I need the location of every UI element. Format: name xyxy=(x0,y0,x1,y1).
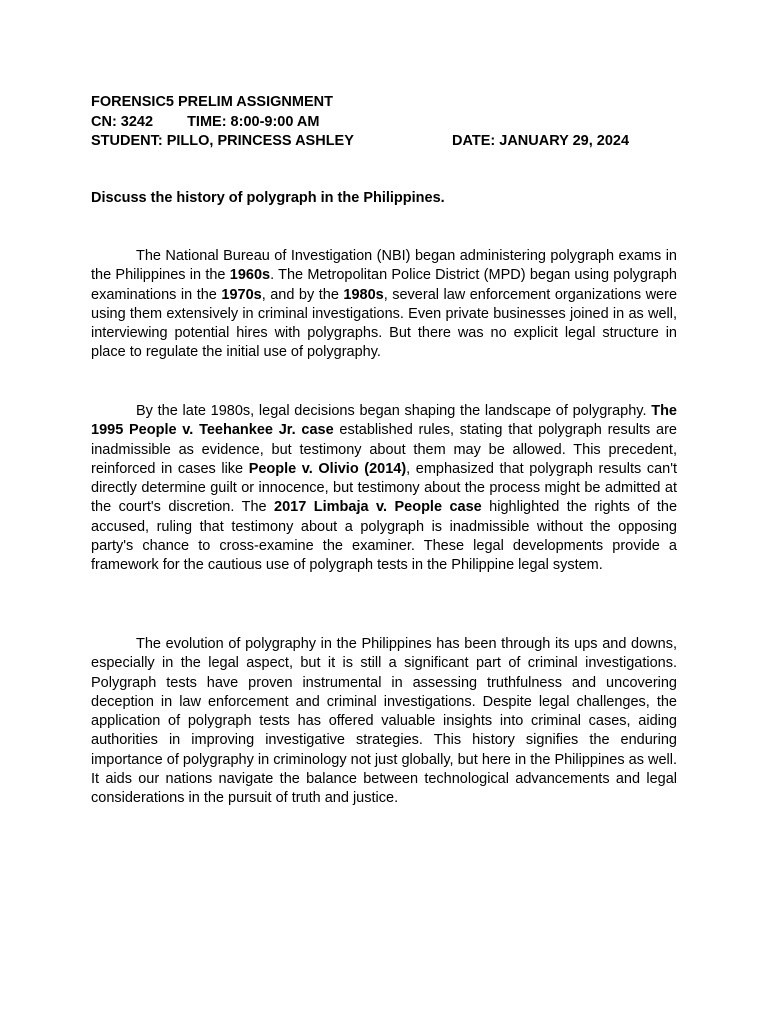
text-run: , several law enforcement organizations were using them extensively in criminal investigations. Even private businesses joined in as well, interviewing potential hires with polygraphs. But there was no explicit legal structure in place to regulate the initial use of polygraphy. xyxy=(91,286,678,361)
assignment-question: Discuss the history of polygraph in the Philippines. xyxy=(91,190,445,206)
assignment-header xyxy=(91,93,681,152)
text-run: By the late 1980s, legal decisions began shaping the landscape of polygraphy. xyxy=(136,403,652,419)
class-info-line xyxy=(91,113,681,133)
text-run: The evolution of polygraphy in the Philippines has been through its ups and downs, especially in the legal aspect, but it is still a significant part of criminal investigations. Polygraph tests have proven instrumental in assessing truthfulness and uncovering deception in law enforcement and criminal investigations. Despite legal challenges, the application of polygraph tests has offered valuable insights into criminal cases, aiding authorities in improving investigative strategies. This history signifies the enduring importance of polygraphy in criminology not just globally, but here in the Philippines as well. It aids our nations navigate the balance between technological advancements and legal considerations in the pursuit of truth and justice. xyxy=(91,636,677,807)
text-run: , emphasized that polygraph results can't directly determine guilt or innocence, but testimony about the process might be admitted at the court's discretion. The xyxy=(91,460,677,516)
bold-text-run: People v. Olivio (2014) xyxy=(248,460,407,477)
text-run: established rules, stating that polygraph results are inadmissible as evidence, but testimony about them may be allowed. This precedent, reinforced in cases like xyxy=(91,422,677,477)
student-name: STUDENT: PILLO, PRINCESS ASHLEY xyxy=(91,133,354,149)
bold-text-run: The 1995 People v. Teehankee Jr. case xyxy=(91,403,677,439)
submission-date: DATE: JANUARY 29, 2024 xyxy=(452,133,630,149)
bold-text-run: 2017 Limbaja v. People case xyxy=(274,499,482,516)
class-time: TIME: 8:00-9:00 AM xyxy=(187,113,320,130)
text-run: highlighted the rights of the accused, ruling that testimony about a polygraph is inadmissible without the opposing party's chance to cross-examine the examiner. These legal developments provide a framework for the cautious use of polygraph tests in the Philippine legal system. xyxy=(91,499,678,574)
text-run: . The Metropolitan Police District (MPD) began using polygraph examinations in the xyxy=(91,267,677,303)
paragraph-2 xyxy=(91,402,677,576)
paragraph-3 xyxy=(91,635,677,809)
student-date-line xyxy=(91,132,681,152)
course-title: FORENSIC5 PRELIM ASSIGNMENT xyxy=(91,94,333,110)
paragraph-1 xyxy=(91,247,677,363)
text-run: The National Bureau of Investigation (NBI) began administering polygraph exams in the Philippines in the xyxy=(91,248,677,284)
bold-text-run: 1960s xyxy=(229,267,271,284)
class-number: CN: 3242 xyxy=(91,113,154,130)
bold-text-run: 1980s xyxy=(343,286,384,303)
bold-text-run: 1970s xyxy=(221,286,262,303)
text-run: , and by the xyxy=(261,286,344,303)
